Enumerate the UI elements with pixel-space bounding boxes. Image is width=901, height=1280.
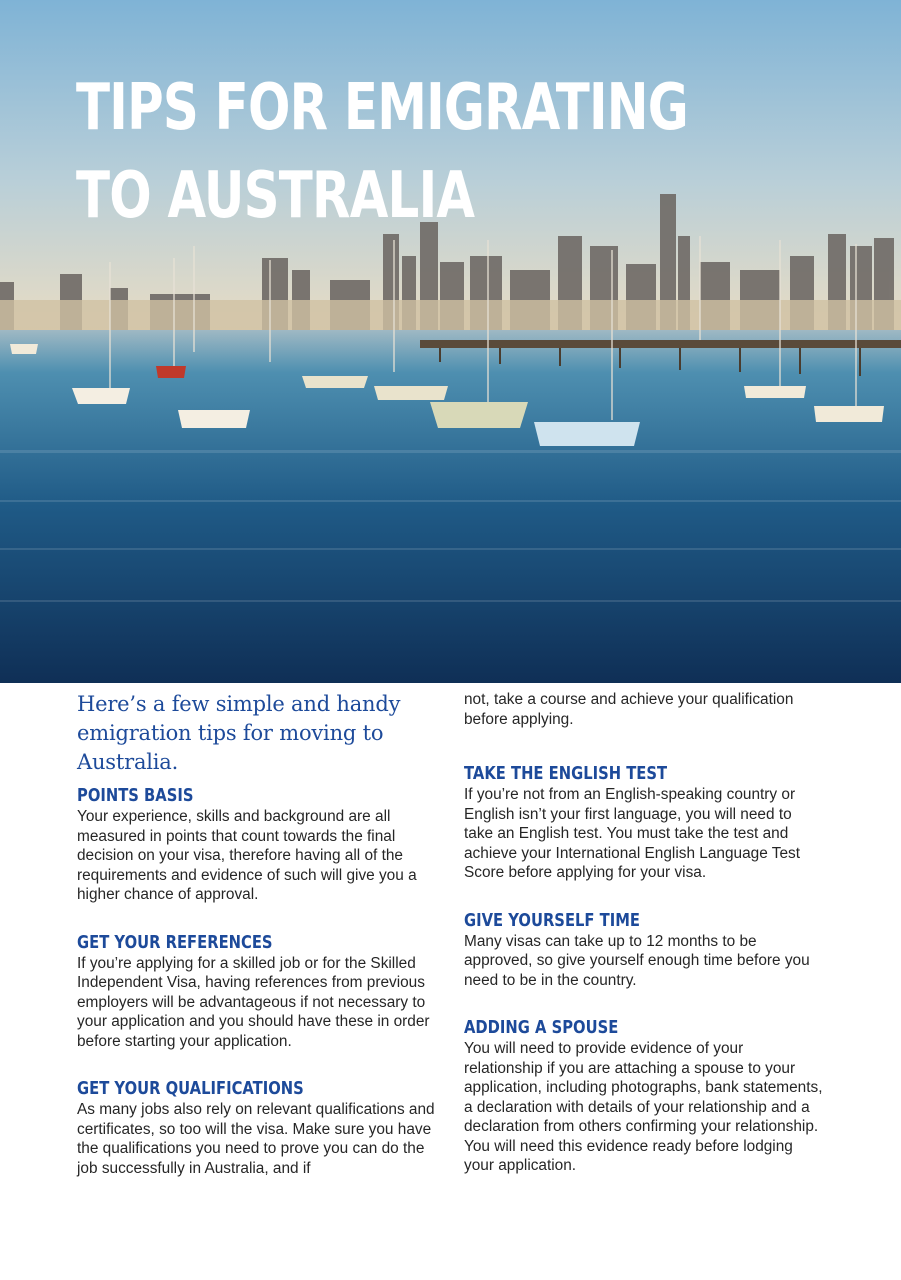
section-title-qualifications: GET YOUR QUALIFICATIONS	[77, 1078, 304, 1099]
qualifications-continuation: not, take a course and achieve your qualification before applying.	[464, 691, 794, 728]
section-title-spouse: ADDING A SPOUSE	[464, 1017, 619, 1038]
section-body-english-test: If you’re not from an English-speaking country or English isn’t your first language, you will need to take an English test. You must take the test and achieve your International English Language Test Score before applying for your visa.	[464, 786, 800, 881]
title-line-2: TO AUSTRALIA	[76, 159, 475, 233]
section-title-time: GIVE YOURSELF TIME	[464, 909, 640, 931]
section-title-references: GET YOUR REFERENCES	[77, 931, 273, 953]
section-body-references: If you’re applying for a skilled job or for the Skilled Independent Visa, having references from previous employers will be advantageous if not necessary to your application and you should have these in order before starting your application.	[77, 954, 430, 1050]
section-title-points: POINTS BASIS	[77, 785, 194, 806]
section-body-points: Your experience, skills and background are all measured in points that count towards the final decision on your visa, therefore having all of the requirements and evidence of such will give you a higher chance of approval.	[77, 808, 417, 903]
section-body-time: Many visas can take up to 12 months to be approved, so give yourself enough time before you need to be in the country.	[464, 932, 810, 989]
section-body-spouse: You will need to provide evidence of your relationship if you are attaching a spouse to your application, including photographs, bank statements, a declaration with details of your relationship and a declaration from others confirming your relationship. You will need this evidence ready before lodging your application.	[464, 1040, 823, 1174]
section-body-qualifications: As many jobs also rely on relevant qualifications and certificates, so too will the visa. Make sure you have the qualifications you need to prove you can do the job successfully in Australia, and if	[77, 1101, 435, 1177]
page-title	[76, 64, 688, 240]
intro-text: Here’s a few simple and handy emigration tips for moving to Australia.	[77, 692, 401, 774]
right-column	[464, 690, 824, 1176]
section-title-english-test: TAKE THE ENGLISH TEST	[464, 763, 668, 784]
left-column	[77, 690, 439, 1178]
title-line-1: TIPS FOR EMIGRATING	[76, 71, 688, 145]
